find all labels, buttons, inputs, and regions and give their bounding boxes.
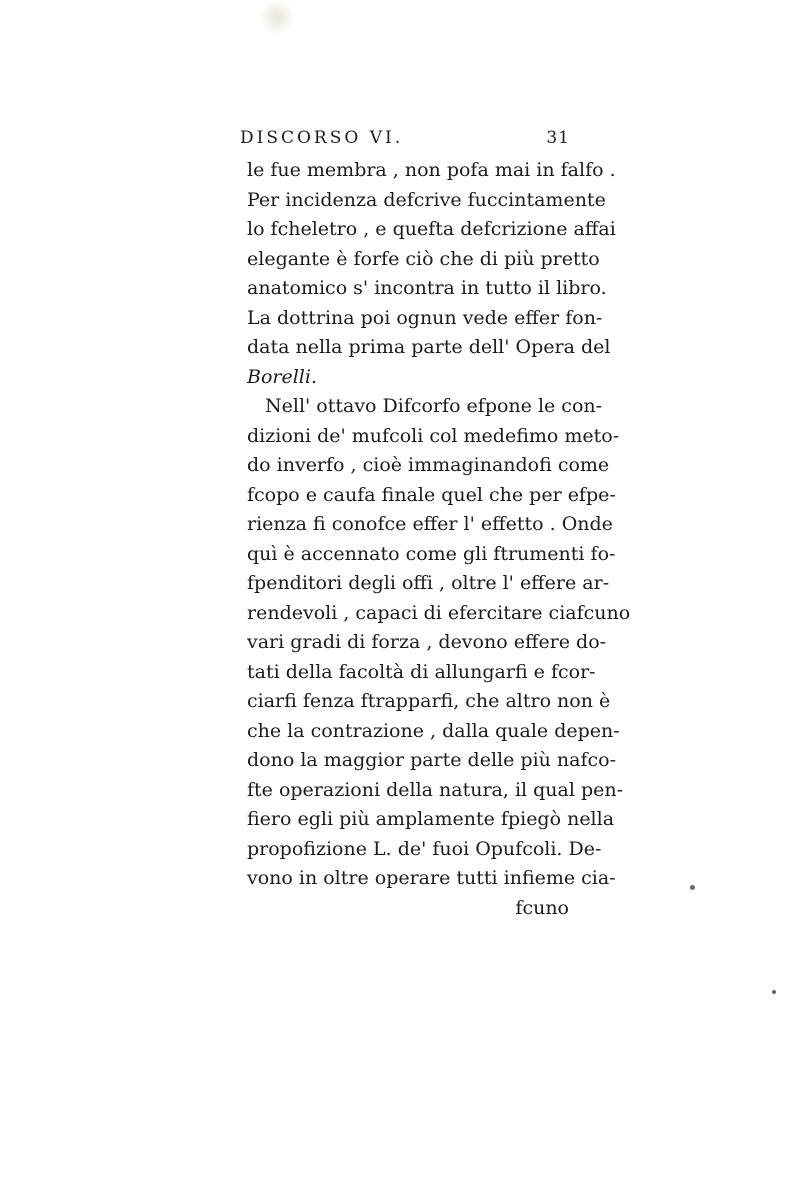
text-line: lo fcheletro , e quefta defcrizione affai [247, 218, 616, 240]
text-line: fcopo e caufa finale quel che per efpe- [247, 483, 616, 506]
text-line: fpenditori degli offi , oltre l' effere ar- [247, 572, 610, 594]
page-number: 31 [546, 128, 570, 148]
text-line: rendevoli , capaci di efercitare ciafcuno [247, 601, 631, 624]
text-line: dizioni de' mufcoli col medefimo meto- [247, 424, 620, 447]
text-line: elegante è forfe ciò che di più pretto [247, 247, 600, 270]
text-line: Borelli. [247, 365, 317, 388]
text-line: rienza fi conofce effer l' effetto . Onde [247, 513, 613, 535]
catchword: fcuno [515, 896, 569, 919]
text-line: ciarfi fenza ftrapparfi, che altro non è [247, 690, 611, 712]
text-line: data nella prima parte dell' Opera del [247, 336, 611, 358]
text-line: quì è accennato come gli ftrumenti fo- [247, 542, 616, 565]
text-line: do inverfo , cioè immaginandofi come [247, 454, 610, 476]
text-line: Nell' ottavo Difcorfo efpone le con- [265, 395, 603, 417]
text-line: che la contrazione , dalla quale depen- [247, 719, 620, 742]
text-line: tati della facoltà di allungarfi e fcor- [247, 660, 596, 683]
ink-speck [690, 885, 695, 890]
text-line: le fue membra , non pofa mai in falfo . [247, 159, 616, 181]
text-line: Per incidenza defcrive fuccintamente [247, 188, 606, 211]
text-line: vari gradi di forza , devono effere do- [247, 631, 607, 653]
text-line: La dottrina poi ognun vede effer fon- [247, 306, 603, 329]
body-text [247, 156, 631, 923]
text-line: fiero egli più amplamente fpiegò nella [247, 808, 615, 830]
text-line: dono la maggior parte delle più nafco- [247, 749, 617, 771]
text-line: anatomico s' incontra in tutto il libro. [247, 277, 607, 299]
running-title: DISCORSO VI. [240, 128, 404, 148]
ink-speck [772, 990, 776, 994]
text-line: propofizione L. de' fuoi Opufcoli. De- [247, 837, 602, 860]
text-line: vono in oltre operare tutti infieme cia- [247, 867, 616, 889]
running-head [240, 128, 570, 152]
paper-stain [260, 0, 294, 34]
text-line: fte operazioni della natura, il qual pen- [247, 778, 624, 801]
